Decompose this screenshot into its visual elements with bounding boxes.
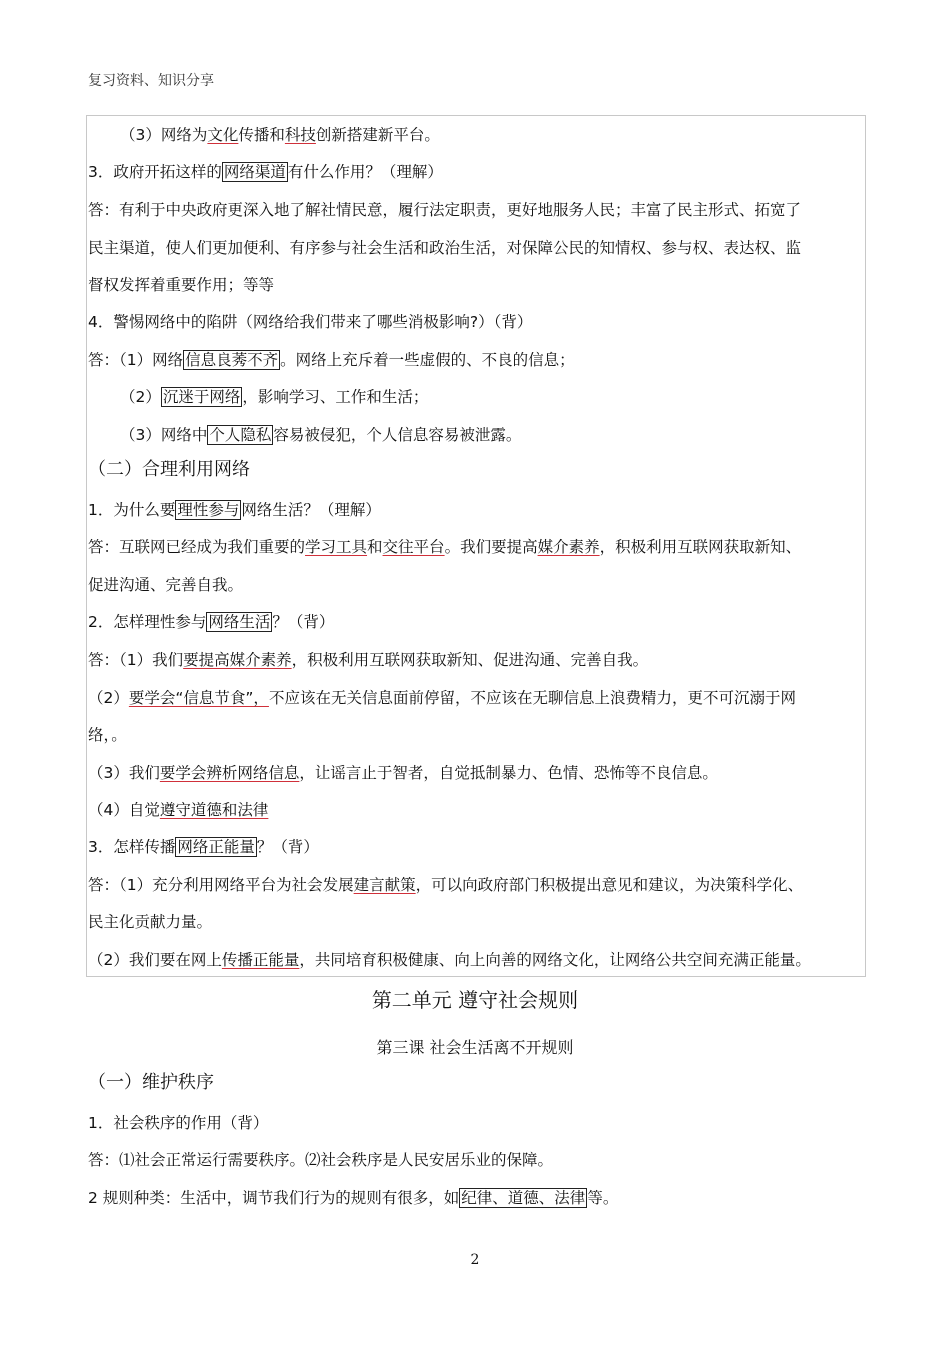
answer-line: （4）自觉遵守道德和法律 — [88, 801, 269, 819]
page-number: 2 — [470, 1252, 480, 1268]
answer-line: 民主渠道，使人们更加便利、有序参与社会生活和政治生活，对保障公民的知情权、参与权、表达权、监 — [88, 239, 802, 257]
answer-line: 促进沟通、完善自我。 — [88, 576, 244, 594]
question-2: 2．怎样理性参与 网络生活 ？（背） — [88, 613, 335, 631]
answer-line: 督权发挥着重要作用；等等 — [88, 276, 275, 294]
answer-line: （3）网络中 个人隐私 容易被侵犯，个人信息容易被泄露。 — [120, 426, 522, 444]
line-platform: （3）网络为文化传播和科技创新搭建新平台。 — [120, 126, 440, 144]
answer-line: （3）我们要学会辨析网络信息，让谣言止于智者，自觉抵制暴力、色情、恐怖等不良信息。 — [88, 764, 718, 782]
answer-line: 答：互联网已经成为我们重要的学习工具和交往平台。我们要提高媒介素养，积极利用互联网获取新知、 — [88, 538, 802, 556]
answer-line: 答：（1）我们要提高媒介素养，积极利用互联网获取新知、促进沟通、完善自我。 — [88, 651, 649, 669]
answer-line: （2）要学会“信息节食”，不应该在无关信息面前停留，不应该在无聊信息上浪费精力，更不可沉溺于网 — [88, 689, 796, 707]
answer-line: 民主化贡献力量。 — [88, 913, 213, 931]
question-1: 1．社会秩序的作用（背） — [88, 1114, 269, 1132]
rule-types: 2 规则种类：生活中，调节我们行为的规则有很多，如 纪律、道德、法律 等。 — [88, 1189, 619, 1207]
page-header: 复习资料、知识分享 — [88, 73, 214, 89]
answer-line: （2）我们要在网上传播正能量，共同培育积极健康、向上向善的网络文化，让网络公共空间充满正能量。 — [88, 951, 811, 969]
section-heading: （二）合理利用网络 — [88, 459, 250, 480]
answer-line: 络，。 — [88, 726, 127, 744]
question-1: 1．为什么要 理性参与 网络生活？（理解） — [88, 501, 381, 519]
question-3: 3．政府开拓这样的 网络渠道 有什么作用？（理解） — [88, 163, 443, 181]
answer-line: 答：（1）网络 信息良莠不齐 。网络上充斥着一些虚假的、不良的信息； — [88, 351, 575, 369]
unit-title: 第二单元 遵守社会规则 — [371, 988, 579, 1012]
section-heading: （一）维护秩序 — [88, 1072, 214, 1093]
question-4: 4．警惕网络中的陷阱（网络给我们带来了哪些消极影响?）（背） — [88, 313, 533, 331]
lesson-title: 第三课 社会生活离不开规则 — [376, 1038, 574, 1057]
answer-line: （2） 沉迷于网络 ，影响学习、工作和生活； — [120, 388, 429, 406]
answer-line: 答：⑴社会正常运行需要秩序。⑵社会秩序是人民安居乐业的保障。 — [88, 1151, 554, 1169]
answer-line: 答：有利于中央政府更深入地了解社情民意，履行法定职责，更好地服务人民；丰富了民主形式、拓宽了 — [88, 201, 802, 219]
question-3b: 3．怎样传播 网络正能量 ？（背） — [88, 838, 319, 856]
answer-line: 答：（1）充分利用网络平台为社会发展建言献策，可以向政府部门积极提出意见和建议，为决策科学化、 — [88, 876, 804, 894]
